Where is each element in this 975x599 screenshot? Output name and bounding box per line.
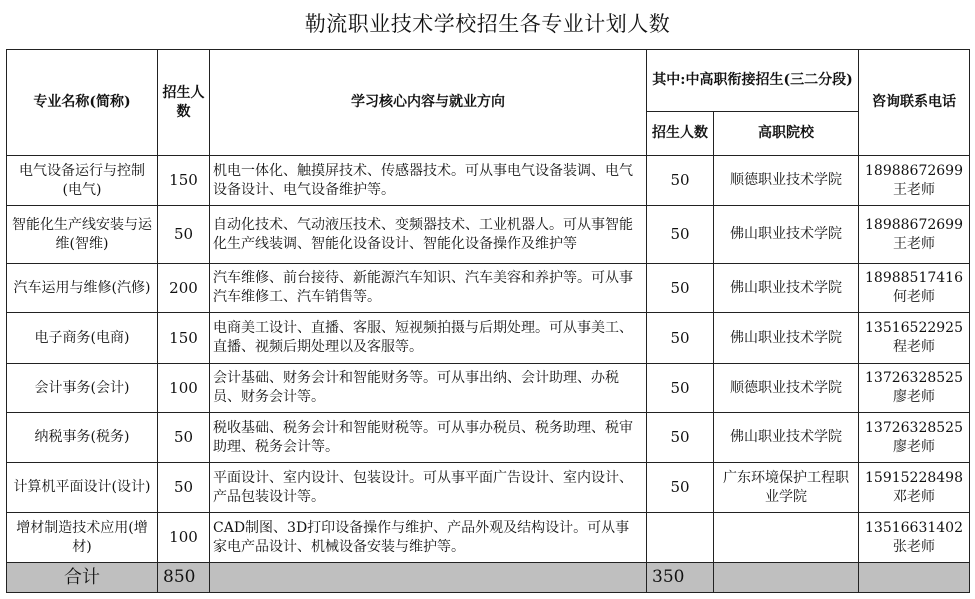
total-row bbox=[7, 563, 970, 593]
teacher: 邓老师 bbox=[893, 488, 936, 505]
phone: 18988517416 bbox=[865, 270, 963, 286]
college-cell: 佛山职业技术学院 bbox=[714, 264, 859, 313]
teacher: 廖老师 bbox=[893, 438, 936, 455]
content-cell: 汽车维修、前台接待、新能源汽车知识、汽车美容和养护等。可从事汽车维修工、汽车销售等。 bbox=[210, 264, 647, 313]
content-cell: 自动化技术、气动液压技术、变频器技术、工业机器人。可从事智能化生产线装调、智能化设备设计、智能化设备操作及维护等 bbox=[210, 206, 647, 264]
contact-cell bbox=[859, 313, 970, 364]
college-cell: 顺德职业技术学院 bbox=[714, 364, 859, 413]
phone: 15915228498 bbox=[865, 469, 963, 486]
header-contact: 咨询联系电话 bbox=[859, 50, 970, 156]
count-cell: 50 bbox=[158, 413, 210, 463]
major-cell: 智能化生产线安装与运维(智维) bbox=[7, 206, 158, 264]
count-cell: 100 bbox=[158, 513, 210, 563]
phone: 18988672699 bbox=[865, 162, 963, 179]
contact-cell bbox=[859, 264, 970, 313]
major-cell: 电子商务(电商) bbox=[7, 313, 158, 364]
count-cell: 50 bbox=[158, 463, 210, 513]
table-row bbox=[7, 264, 970, 313]
teacher: 程老师 bbox=[893, 339, 936, 355]
header-major: 专业名称(简称) bbox=[7, 50, 158, 156]
major-cell: 纳税事务(税务) bbox=[7, 413, 158, 463]
college-cell bbox=[714, 513, 859, 563]
major-cell: 电气设备运行与控制(电气) bbox=[7, 156, 158, 206]
header-college: 高职院校 bbox=[714, 112, 859, 156]
contact-cell bbox=[859, 463, 970, 513]
count-cell: 150 bbox=[158, 313, 210, 364]
teacher: 何老师 bbox=[893, 289, 936, 305]
teacher: 张老师 bbox=[893, 538, 936, 555]
content-cell: 税收基础、税务会计和智能财税等。可从事办税员、税务助理、税审助理、税务会计等。 bbox=[210, 413, 647, 463]
joint-count-cell bbox=[647, 513, 714, 563]
content-cell: CAD制图、3D打印设备操作与维护、产品外观及结构设计。可从事家电产品设计、机械设备安装与维护等。 bbox=[210, 513, 647, 563]
joint-count-cell: 50 bbox=[647, 413, 714, 463]
total-empty bbox=[210, 563, 647, 593]
joint-count-cell: 50 bbox=[647, 156, 714, 206]
phone: 18988672699 bbox=[865, 216, 963, 233]
table-row bbox=[7, 413, 970, 463]
total-empty bbox=[859, 563, 970, 593]
joint-count-cell: 50 bbox=[647, 264, 714, 313]
teacher: 王老师 bbox=[893, 235, 936, 252]
total-empty bbox=[714, 563, 859, 593]
contact-cell bbox=[859, 364, 970, 413]
header-joint-count: 招生人数 bbox=[647, 112, 714, 156]
total-count: 850 bbox=[158, 563, 210, 593]
header-enroll: 招生人数 bbox=[158, 50, 210, 156]
phone: 13516522925 bbox=[865, 320, 963, 336]
major-cell: 会计事务(会计) bbox=[7, 364, 158, 413]
table-row bbox=[7, 206, 970, 264]
phone: 13516631402 bbox=[865, 519, 963, 536]
content-cell: 机电一体化、触摸屏技术、传感器技术。可从事电气设备装调、电气设备设计、电气设备维护等。 bbox=[210, 156, 647, 206]
contact-cell bbox=[859, 156, 970, 206]
table-row bbox=[7, 513, 970, 563]
college-cell: 佛山职业技术学院 bbox=[714, 413, 859, 463]
table-row bbox=[7, 313, 970, 364]
count-cell: 150 bbox=[158, 156, 210, 206]
major-cell: 计算机平面设计(设计) bbox=[7, 463, 158, 513]
joint-count-cell: 50 bbox=[647, 463, 714, 513]
teacher: 廖老师 bbox=[893, 389, 936, 405]
total-joint: 350 bbox=[647, 563, 714, 593]
contact-cell bbox=[859, 413, 970, 463]
content-cell: 会计基础、财务会计和智能财务等。可从事出纳、会计助理、办税员、财务会计等。 bbox=[210, 364, 647, 413]
joint-count-cell: 50 bbox=[647, 364, 714, 413]
major-cell: 汽车运用与维修(汽修) bbox=[7, 264, 158, 313]
college-cell: 顺德职业技术学院 bbox=[714, 156, 859, 206]
teacher: 王老师 bbox=[893, 181, 936, 198]
page-title: 勒流职业技术学校招生各专业计划人数 bbox=[304, 12, 671, 36]
phone: 13726328525 bbox=[865, 370, 963, 386]
header-joint: 其中:中高职衔接招生(三二分段) bbox=[647, 50, 859, 112]
table-row bbox=[7, 463, 970, 513]
content-cell: 电商美工设计、直播、客服、短视频拍摄与后期处理。可从事美工、直播、视频后期处理以及客服等。 bbox=[210, 313, 647, 364]
count-cell: 50 bbox=[158, 206, 210, 264]
content-cell: 平面设计、室内设计、包装设计。可从事平面广告设计、室内设计、产品包装设计等。 bbox=[210, 463, 647, 513]
phone: 13726328525 bbox=[865, 419, 963, 436]
contact-cell bbox=[859, 206, 970, 264]
count-cell: 100 bbox=[158, 364, 210, 413]
count-cell: 200 bbox=[158, 264, 210, 313]
joint-count-cell: 50 bbox=[647, 206, 714, 264]
joint-count-cell: 50 bbox=[647, 313, 714, 364]
table-row bbox=[7, 364, 970, 413]
header-content: 学习核心内容与就业方向 bbox=[210, 50, 647, 156]
contact-cell bbox=[859, 513, 970, 563]
header-row bbox=[7, 50, 970, 112]
college-cell: 佛山职业技术学院 bbox=[714, 206, 859, 264]
enrollment-table bbox=[6, 49, 970, 593]
table-row bbox=[7, 156, 970, 206]
total-label: 合计 bbox=[7, 563, 158, 593]
major-cell: 增材制造技术应用(增材) bbox=[7, 513, 158, 563]
college-cell: 广东环境保护工程职业学院 bbox=[714, 463, 859, 513]
college-cell: 佛山职业技术学院 bbox=[714, 313, 859, 364]
